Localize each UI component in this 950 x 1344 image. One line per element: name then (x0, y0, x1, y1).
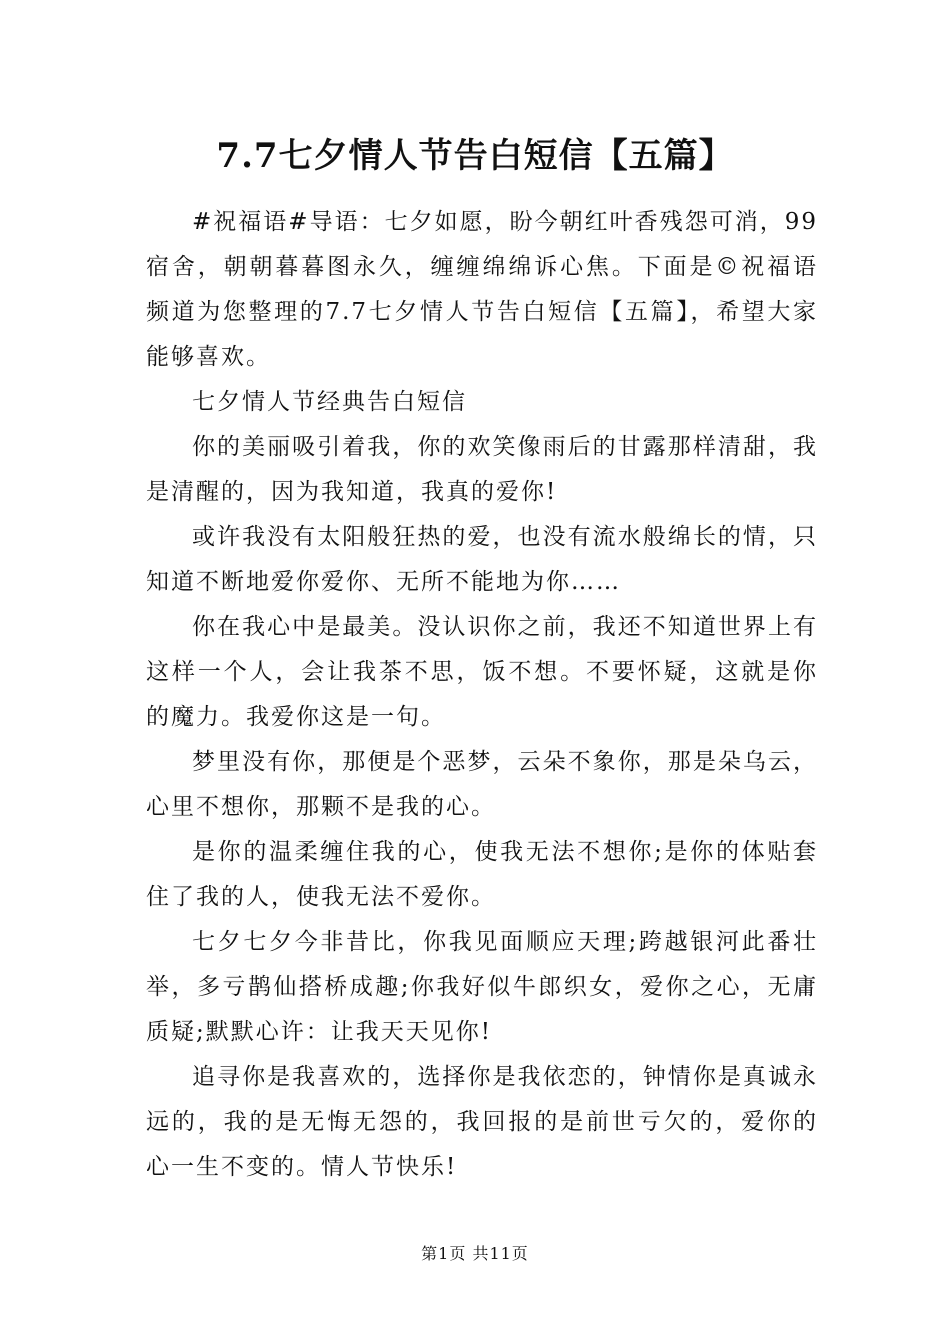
page-number-footer: 第1页 共11页 (421, 1244, 529, 1263)
paragraph: 是你的温柔缠住我的心，使我无法不想你;是你的体贴套住了我的人，使我无法不爱你。 (146, 839, 818, 910)
paragraph: 你在我心中是最美。没认识你之前，我还不知道世界上有这样一个人，会让我茶不思，饭不想。不要怀疑，这就是你的魔力。我爱你这是一句。 (146, 614, 818, 730)
paragraph: 追寻你是我喜欢的，选择你是我依恋的，钟情你是真诚永远的，我的是无悔无怨的，我回报的是前世亏欠的，爱你的心一生不变的。情人节快乐! (146, 1064, 818, 1180)
paragraph: 七夕七夕今非昔比，你我见面顺应天理;跨越银河此番壮举，多亏鹊仙搭桥成趣;你我好似牛郎织女，爱你之心，无庸质疑;默默心许：让我天天见你! (146, 929, 818, 1045)
paragraph: 或许我没有太阳般狂热的爱，也没有流水般绵长的情，只知道不断地爱你爱你、无所不能地为你…… (146, 524, 818, 595)
paragraph: 梦里没有你，那便是个恶梦，云朵不象你，那是朵乌云，心里不想你，那颗不是我的心。 (146, 749, 818, 820)
paragraph-intro: #祝福语#导语：七夕如愿，盼今朝红叶香残怨可消，99宿舍，朝朝暮暮图永久，缠缠绵绵诉心焦。下面是©祝福语频道为您整理的7.7七夕情人节告白短信【五篇】，希望大家能够喜欢。 (146, 209, 818, 370)
section-heading: 七夕情人节经典告白短信 (192, 389, 467, 415)
document-title: 7.7七夕情人节告白短信【五篇】 (216, 136, 734, 176)
document-body (146, 200, 818, 1190)
paragraph: 你的美丽吸引着我，你的欢笑像雨后的甘露那样清甜，我是清醒的，因为我知道，我真的爱你! (146, 434, 818, 505)
